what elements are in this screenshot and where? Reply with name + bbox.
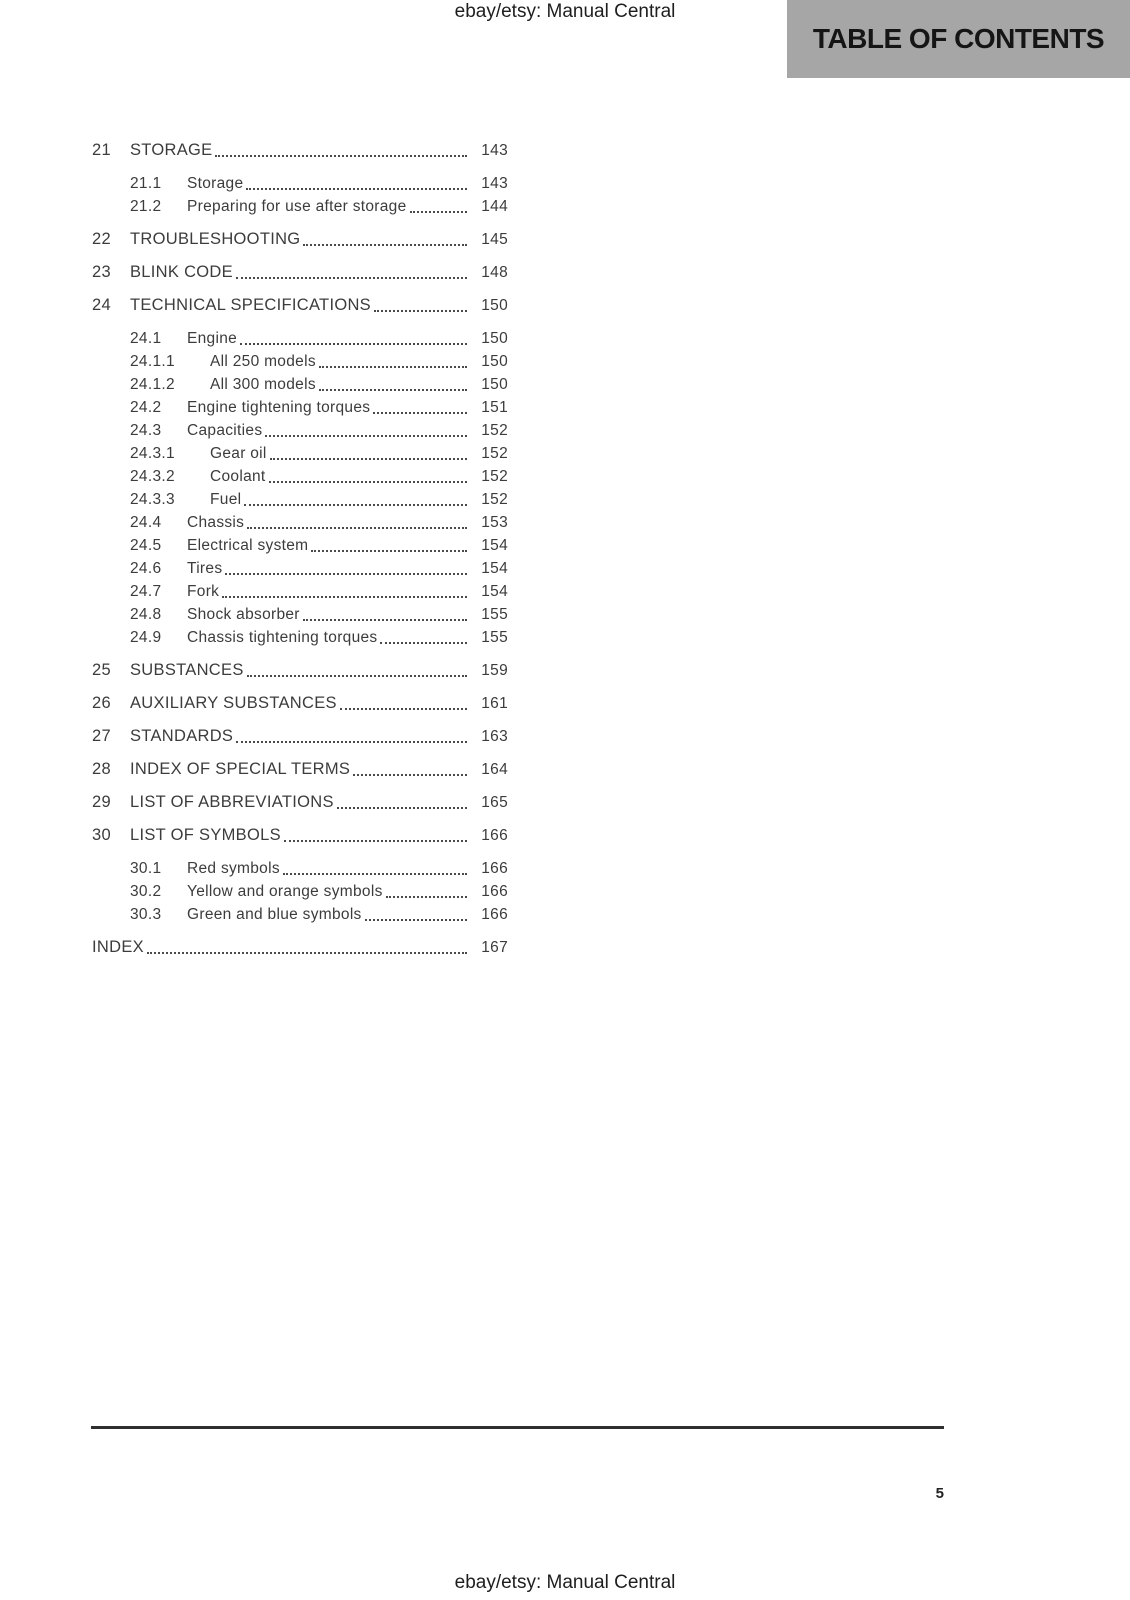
toc-entry-title: All 300 models	[210, 376, 316, 393]
toc-leader-dots	[269, 481, 467, 483]
toc-entry-page: 163	[481, 728, 508, 745]
toc-entry	[92, 138, 508, 161]
toc-entry-page: 143	[481, 142, 508, 159]
toc-entry-page: 164	[481, 761, 508, 778]
toc-entry-title: TROUBLESHOOTING	[130, 230, 301, 248]
toc-entry-number: 24.4	[130, 514, 162, 531]
toc-entry	[92, 418, 508, 441]
toc-entry-page: 159	[481, 662, 508, 679]
toc-entry-number: 30	[92, 826, 111, 844]
toc-entry-page: 154	[481, 537, 508, 554]
toc-entry-title: Storage	[187, 175, 244, 192]
toc-entry-title: Chassis tightening torques	[187, 629, 378, 646]
toc-entry	[92, 533, 508, 556]
toc-entry-number: 23	[92, 263, 111, 281]
toc-entry-page: 155	[481, 629, 508, 646]
toc-entry-number: 30.1	[130, 860, 162, 877]
toc-entry	[92, 171, 508, 194]
toc-entry-title: Green and blue symbols	[187, 906, 362, 923]
toc-entry-page: 167	[481, 939, 508, 956]
toc-entry-number: 24.8	[130, 606, 162, 623]
toc-entry-page: 152	[481, 422, 508, 439]
toc-entry-number: 28	[92, 760, 111, 778]
toc-entry-title: LIST OF SYMBOLS	[130, 826, 281, 844]
toc-leader-dots	[410, 211, 467, 213]
toc-entry-title: STANDARDS	[130, 727, 234, 745]
toc-entry	[92, 556, 508, 579]
toc-entry-number: 24.5	[130, 537, 162, 554]
toc-entry-number: 24	[92, 296, 111, 314]
toc-entry-page: 150	[481, 297, 508, 314]
toc-entry-title: LIST OF ABBREVIATIONS	[130, 793, 334, 811]
toc-entry	[92, 658, 508, 681]
toc-entry-page: 148	[481, 264, 508, 281]
toc-entry	[92, 856, 508, 879]
toc-entry	[92, 691, 508, 714]
toc-entry-title: BLINK CODE	[130, 263, 233, 281]
toc-entry-page: 152	[481, 445, 508, 462]
toc-entry-page: 166	[481, 827, 508, 844]
toc-leader-dots	[265, 435, 467, 437]
toc-entry	[92, 260, 508, 283]
toc-leader-dots	[244, 504, 467, 506]
toc-entry-title: Electrical system	[187, 537, 309, 554]
toc-entry	[92, 579, 508, 602]
toc-entry-page: 151	[481, 399, 508, 416]
toc-leader-dots	[365, 919, 467, 921]
toc-entry-number: 24.1.2	[130, 376, 175, 393]
toc-entry-title: Coolant	[210, 468, 266, 485]
toc-entry-title: Gear oil	[210, 445, 267, 462]
toc-entry-number: 26	[92, 694, 111, 712]
toc-entry-page: 155	[481, 606, 508, 623]
toc-entry-page: 150	[481, 353, 508, 370]
toc-entry	[92, 879, 508, 902]
toc-entry	[92, 441, 508, 464]
toc-entry-title: INDEX	[92, 938, 144, 956]
toc-entry-number: 30.3	[130, 906, 162, 923]
toc-entry	[92, 935, 508, 958]
toc-entry-title: AUXILIARY SUBSTANCES	[130, 694, 337, 712]
toc-entry	[92, 326, 508, 349]
toc-entry-title: Fuel	[210, 491, 242, 508]
toc-banner	[787, 0, 1130, 78]
toc-leader-dots	[240, 343, 467, 345]
toc-entry-title: Engine tightening torques	[187, 399, 371, 416]
toc-leader-dots	[340, 708, 467, 710]
toc-entry-title: TECHNICAL SPECIFICATIONS	[130, 296, 371, 314]
toc-entry-number: 24.2	[130, 399, 162, 416]
toc-entry-number: 24.1	[130, 330, 162, 347]
toc-leader-dots	[284, 840, 467, 842]
toc-leader-dots	[270, 458, 467, 460]
toc-entry-title: STORAGE	[130, 141, 213, 159]
toc-entry-number: 21.2	[130, 198, 162, 215]
toc-leader-dots	[236, 277, 467, 279]
toc-leader-dots	[319, 389, 467, 391]
toc-entry-page: 143	[481, 175, 508, 192]
toc-leader-dots	[337, 807, 467, 809]
toc-entry	[92, 293, 508, 316]
toc-leader-dots	[380, 642, 467, 644]
toc-leader-dots	[303, 244, 467, 246]
toc-entry-page: 166	[481, 860, 508, 877]
toc-leader-dots	[147, 952, 467, 954]
toc-leader-dots	[374, 310, 467, 312]
toc-entry-page: 166	[481, 883, 508, 900]
toc-entry-title: Yellow and orange symbols	[187, 883, 383, 900]
toc-entry	[92, 724, 508, 747]
toc-leader-dots	[215, 155, 467, 157]
toc-entry	[92, 487, 508, 510]
toc-entry-page: 150	[481, 330, 508, 347]
toc-entry	[92, 902, 508, 925]
toc-entry-number: 22	[92, 230, 111, 248]
toc-entry-title: Preparing for use after storage	[187, 198, 407, 215]
toc-entry-page: 152	[481, 468, 508, 485]
footer-watermark: ebay/etsy: Manual Central	[454, 1572, 676, 1593]
toc-entry-title: Chassis	[187, 514, 245, 531]
toc-entry-page: 152	[481, 491, 508, 508]
toc-leader-dots	[373, 412, 467, 414]
toc-leader-dots	[353, 774, 467, 776]
toc-entry-title: Red symbols	[187, 860, 280, 877]
toc-entry-number: 24.3.3	[130, 491, 175, 508]
page-number: 5	[935, 1485, 944, 1502]
footer-rule	[91, 1426, 944, 1429]
toc-entry	[92, 510, 508, 533]
toc-entry-title: Tires	[187, 560, 223, 577]
toc-entry-number: 24.7	[130, 583, 162, 600]
toc-leader-dots	[246, 188, 467, 190]
toc-leader-dots	[303, 619, 467, 621]
toc-entry-title: All 250 models	[210, 353, 316, 370]
toc-leader-dots	[247, 527, 467, 529]
toc-entry-number: 21	[92, 141, 111, 159]
toc-entry-title: Shock absorber	[187, 606, 300, 623]
toc-leader-dots	[319, 366, 467, 368]
toc-leader-dots	[225, 573, 467, 575]
toc-entry-number: 29	[92, 793, 111, 811]
toc-entry-title: INDEX OF SPECIAL TERMS	[130, 760, 351, 778]
toc-entry-number: 24.6	[130, 560, 162, 577]
toc-entry-number: 27	[92, 727, 111, 745]
toc-list	[92, 128, 508, 958]
toc-entry-title: Fork	[187, 583, 220, 600]
toc-entry-page: 144	[481, 198, 508, 215]
toc-entry-page: 145	[481, 231, 508, 248]
toc-leader-dots	[311, 550, 467, 552]
toc-entry-number: 30.2	[130, 883, 162, 900]
toc-entry-number: 24.9	[130, 629, 162, 646]
toc-entry-page: 161	[481, 695, 508, 712]
toc-leader-dots	[247, 675, 467, 677]
toc-entry	[92, 395, 508, 418]
toc-entry	[92, 194, 508, 217]
toc-entry-number: 24.3.1	[130, 445, 175, 462]
toc-entry-page: 150	[481, 376, 508, 393]
toc-entry	[92, 372, 508, 395]
toc-entry	[92, 757, 508, 780]
toc-entry-number: 21.1	[130, 175, 162, 192]
toc-entry-page: 165	[481, 794, 508, 811]
toc-entry-page: 153	[481, 514, 508, 531]
header-watermark: ebay/etsy: Manual Central	[454, 1, 676, 22]
toc-entry-title: Capacities	[187, 422, 263, 439]
toc-entry	[92, 464, 508, 487]
toc-entry-page: 154	[481, 560, 508, 577]
toc-leader-dots	[236, 741, 467, 743]
toc-entry-page: 166	[481, 906, 508, 923]
toc-entry	[92, 823, 508, 846]
toc-entry	[92, 625, 508, 648]
toc-entry	[92, 790, 508, 813]
toc-leader-dots	[283, 873, 467, 875]
toc-entry	[92, 227, 508, 250]
toc-entry-number: 24.3.2	[130, 468, 175, 485]
toc-entry	[92, 602, 508, 625]
toc-entry-number: 25	[92, 661, 111, 679]
toc-leader-dots	[222, 596, 467, 598]
toc-banner-title: TABLE OF CONTENTS	[812, 23, 1105, 54]
toc-entry-number: 24.1.1	[130, 353, 175, 370]
toc-entry	[92, 349, 508, 372]
toc-entry-number: 24.3	[130, 422, 162, 439]
toc-leader-dots	[386, 896, 467, 898]
toc-entry-title: SUBSTANCES	[130, 661, 244, 679]
toc-entry-title: Engine	[187, 330, 238, 347]
toc-entry-page: 154	[481, 583, 508, 600]
